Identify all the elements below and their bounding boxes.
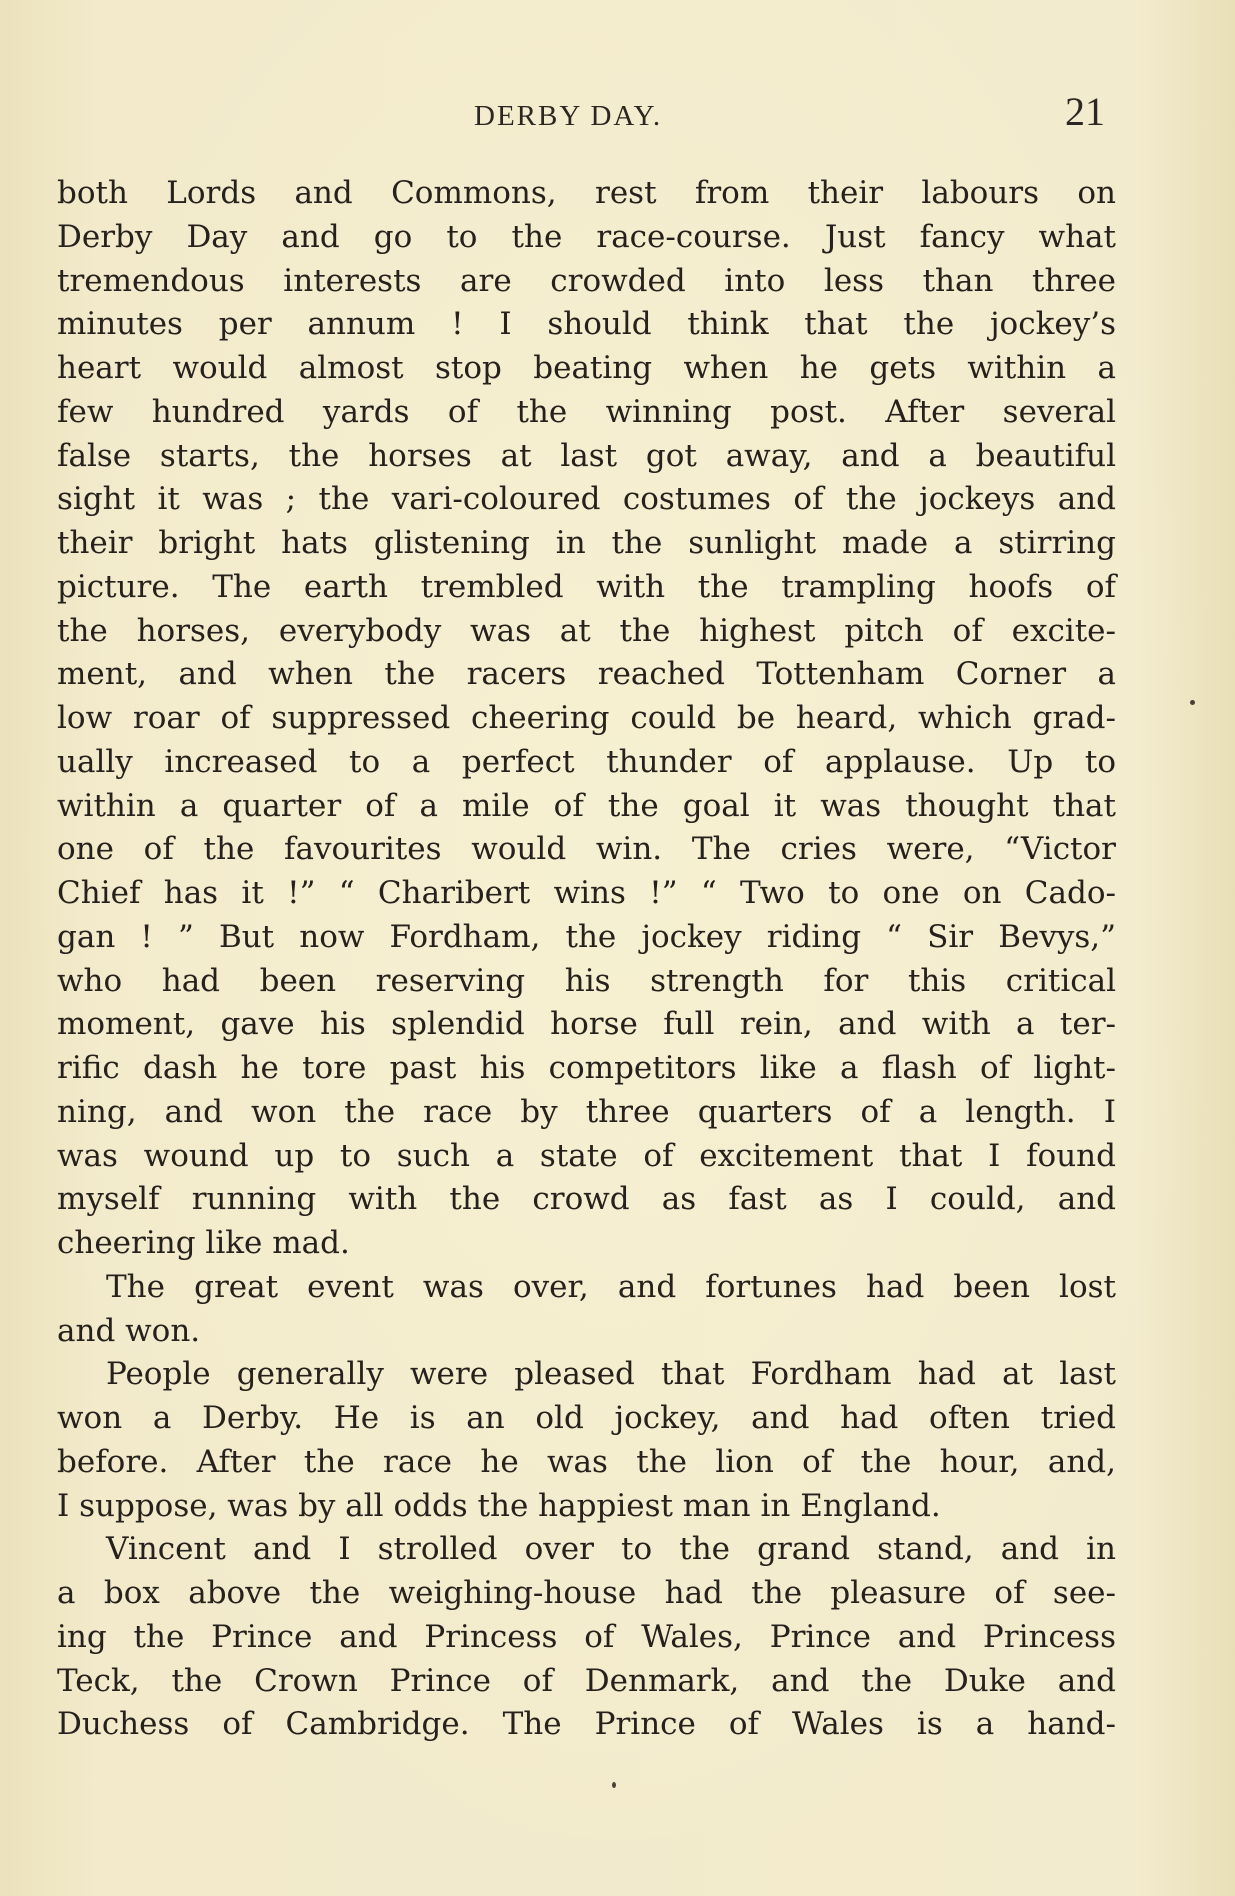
body-text — [57, 172, 1116, 1747]
text-line: minutes per annum ! I should think that the jockey’s — [57, 306, 1116, 343]
text-line: picture. The earth trembled with the trampling hoofs of — [57, 568, 1116, 605]
text-line: moment, gave his splendid horse full rein, and with a ter- — [57, 1006, 1116, 1043]
text-line: won a Derby. He is an old jockey, and had often tried — [57, 1400, 1116, 1436]
text-line: Derby Day and go to the race-course. Just fancy what — [57, 218, 1116, 255]
text-line: The great event was over, and fortunes had been lost — [106, 1268, 1116, 1305]
text-line: Duchess of Cambridge. The Prince of Wales is a hand- — [57, 1706, 1116, 1743]
print-speck — [1190, 700, 1195, 705]
text-line: few hundred yards of the winning post. After several — [57, 393, 1116, 430]
page-number: 21 — [1065, 89, 1105, 134]
text-line: false starts, the horses at last got away, and a beautiful — [57, 437, 1116, 474]
text-line: Chief has it !” “ Charibert wins !” “ Two to one on Cado- — [57, 875, 1116, 911]
text-line: within a quarter of a mile of the goal it was thought that — [57, 787, 1116, 824]
text-line: tremendous interests are crowded into less than three — [57, 262, 1116, 299]
text-line: who had been reserving his strength for this critical — [57, 962, 1116, 999]
text-line: the horses, everybody was at the highest pitch of excite- — [57, 612, 1116, 649]
text-line: Vincent and I strolled over to the grand stand, and in — [106, 1531, 1116, 1568]
text-line: before. After the race he was the lion of the hour, and, — [57, 1443, 1116, 1480]
text-line: their bright hats glistening in the sunlight made a stirring — [57, 525, 1116, 561]
text-line: People generally were pleased that Fordham had at last — [106, 1356, 1116, 1393]
text-line: Teck, the Crown Prince of Denmark, and the Duke and — [57, 1662, 1116, 1699]
text-line: sight it was ; the vari-coloured costumes of the jockeys and — [57, 481, 1116, 518]
text-line: heart would almost stop beating when he gets within a — [57, 350, 1116, 386]
text-line: cheering like mad. — [57, 1225, 350, 1261]
text-line: I suppose, was by all odds the happiest man in England. — [57, 1487, 941, 1524]
text-line: myself running with the crowd as fast as I could, and — [57, 1181, 1116, 1218]
text-line: gan ! ” But now Fordham, the jockey riding “ Sir Bevys,” — [57, 918, 1116, 955]
text-line: ing the Prince and Princess of Wales, Prince and Princess — [57, 1618, 1116, 1655]
text-line: a box above the weighing-house had the pleasure of see- — [57, 1575, 1116, 1611]
text-line: ning, and won the race by three quarters of a length. I — [57, 1093, 1116, 1130]
text-line: ment, and when the racers reached Tottenham Corner a — [57, 656, 1116, 693]
text-line: was wound up to such a state of excitement that I found — [57, 1137, 1116, 1174]
text-line: one of the favourites would win. The cries were, “Victor — [57, 831, 1116, 868]
running-head — [0, 88, 1235, 138]
text-line: both Lords and Commons, rest from their labours on — [57, 175, 1116, 211]
text-line: ually increased to a perfect thunder of applause. Up to — [57, 743, 1116, 780]
text-line: rific dash he tore past his competitors like a flash of light- — [57, 1050, 1116, 1086]
text-line: and won. — [57, 1312, 201, 1349]
text-line: low roar of suppressed cheering could be heard, which grad- — [57, 700, 1116, 736]
print-speck — [612, 1782, 616, 1788]
running-title: DERBY DAY. — [474, 100, 663, 132]
